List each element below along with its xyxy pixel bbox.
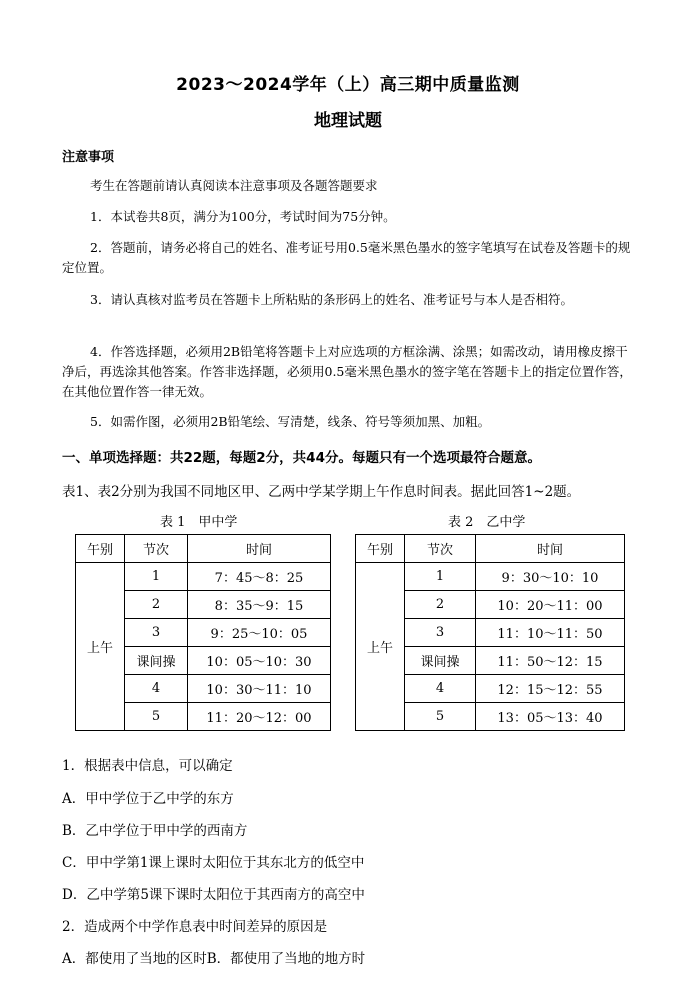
- column-header: 节次: [125, 535, 188, 563]
- time-cell: 10：05～10：30: [188, 647, 331, 675]
- table-row: [76, 563, 331, 591]
- table1-caption: 表 1 甲中学: [160, 515, 238, 530]
- column-header: 时间: [476, 535, 625, 563]
- time-cell: 10：20～11：00: [476, 591, 625, 619]
- schedule-table-1: [75, 534, 331, 731]
- note-item: 5．如需作图，必须用2B铅笔绘、写清楚，线条、符号等须加黑、加粗。: [90, 414, 491, 429]
- table2-caption: 表 2 乙中学: [448, 515, 526, 530]
- time-cell: 12：15～12：55: [476, 675, 625, 703]
- section-heading: 一、单项选择题：共22题，每题2分，共44分。每题只有一个选项最符合题意。: [62, 450, 541, 466]
- time-cell: 13：05～13：40: [476, 703, 625, 731]
- time-cell: 9：25～10：05: [188, 619, 331, 647]
- time-cell: 11：10～11：50: [476, 619, 625, 647]
- note-item: 2．答题前，请务必将自己的姓名、准考证号用0.5毫米黑色墨水的签字笔填写在试卷及答题卡的规定位置。: [62, 240, 631, 275]
- note-item: 3．请认真核对监考员在答题卡上所粘贴的条形码上的姓名、准考证号与本人是否相符。: [90, 292, 573, 307]
- lesson-cell: 1: [405, 563, 476, 591]
- time-cell: 11：20～12：00: [188, 703, 331, 731]
- period-cell: 上午: [76, 563, 125, 731]
- answer-option: A．甲中学位于乙中学的东方: [62, 791, 234, 807]
- time-cell: 7：45～8：25: [188, 563, 331, 591]
- answer-option: C．甲中学第1课上课时太阳位于其东北方的低空中: [62, 855, 365, 871]
- lesson-cell: 课间操: [125, 647, 188, 675]
- answer-option: B．乙中学位于甲中学的西南方: [62, 823, 248, 839]
- answer-option: D．乙中学第5课下课时太阳位于其西南方的高空中: [62, 887, 365, 903]
- lesson-cell: 2: [125, 591, 188, 619]
- notes-heading: 注意事项: [62, 150, 115, 165]
- answer-option: A．都使用了当地的区时B．都使用了当地的地方时: [62, 951, 366, 967]
- column-header: 午别: [76, 535, 125, 563]
- lesson-cell: 4: [405, 675, 476, 703]
- question-stem: 1．根据表中信息，可以确定: [62, 758, 233, 774]
- lesson-cell: 5: [405, 703, 476, 731]
- lesson-cell: 课间操: [405, 647, 476, 675]
- table-header-row: [76, 535, 331, 563]
- lesson-cell: 2: [405, 591, 476, 619]
- lesson-cell: 4: [125, 675, 188, 703]
- page-subtitle: 地理试题: [314, 111, 382, 131]
- lesson-cell: 5: [125, 703, 188, 731]
- table-row: [356, 563, 625, 591]
- table-header-row: [356, 535, 625, 563]
- lesson-cell: 3: [405, 619, 476, 647]
- question-intro: 表1、表2分别为我国不同地区甲、乙两中学某学期上午作息时间表。据此回答1~2题。: [62, 484, 581, 500]
- time-cell: 10：30～11：10: [188, 675, 331, 703]
- time-cell: 9：30～10：10: [476, 563, 625, 591]
- lesson-cell: 1: [125, 563, 188, 591]
- column-header: 时间: [188, 535, 331, 563]
- column-header: 午别: [356, 535, 405, 563]
- page-title: 2023～2024学年（上）高三期中质量监测: [176, 75, 520, 95]
- time-cell: 11：50～12：15: [476, 647, 625, 675]
- question-stem: 2．造成两个中学作息表中时间差异的原因是: [62, 919, 328, 935]
- note-item: 4．作答选择题，必须用2B铅笔将答题卡上对应选项的方框涂满、涂黑；如需改动，请用橡皮擦干净后，再选涂其他答案。作答非选择题，必须用0.5毫米黑色墨水的签字笔在答题卡上的指定位置作答，在其他位置作答一律无效。: [62, 344, 632, 399]
- column-header: 节次: [405, 535, 476, 563]
- time-cell: 8：35～9：15: [188, 591, 331, 619]
- notes-intro: 考生在答题前请认真阅读本注意事项及各题答题要求: [90, 178, 378, 193]
- period-cell: 上午: [356, 563, 405, 731]
- lesson-cell: 3: [125, 619, 188, 647]
- note-item: 1．本试卷共8页，满分为100分，考试时间为75分钟。: [90, 209, 396, 224]
- schedule-table-2: [355, 534, 625, 731]
